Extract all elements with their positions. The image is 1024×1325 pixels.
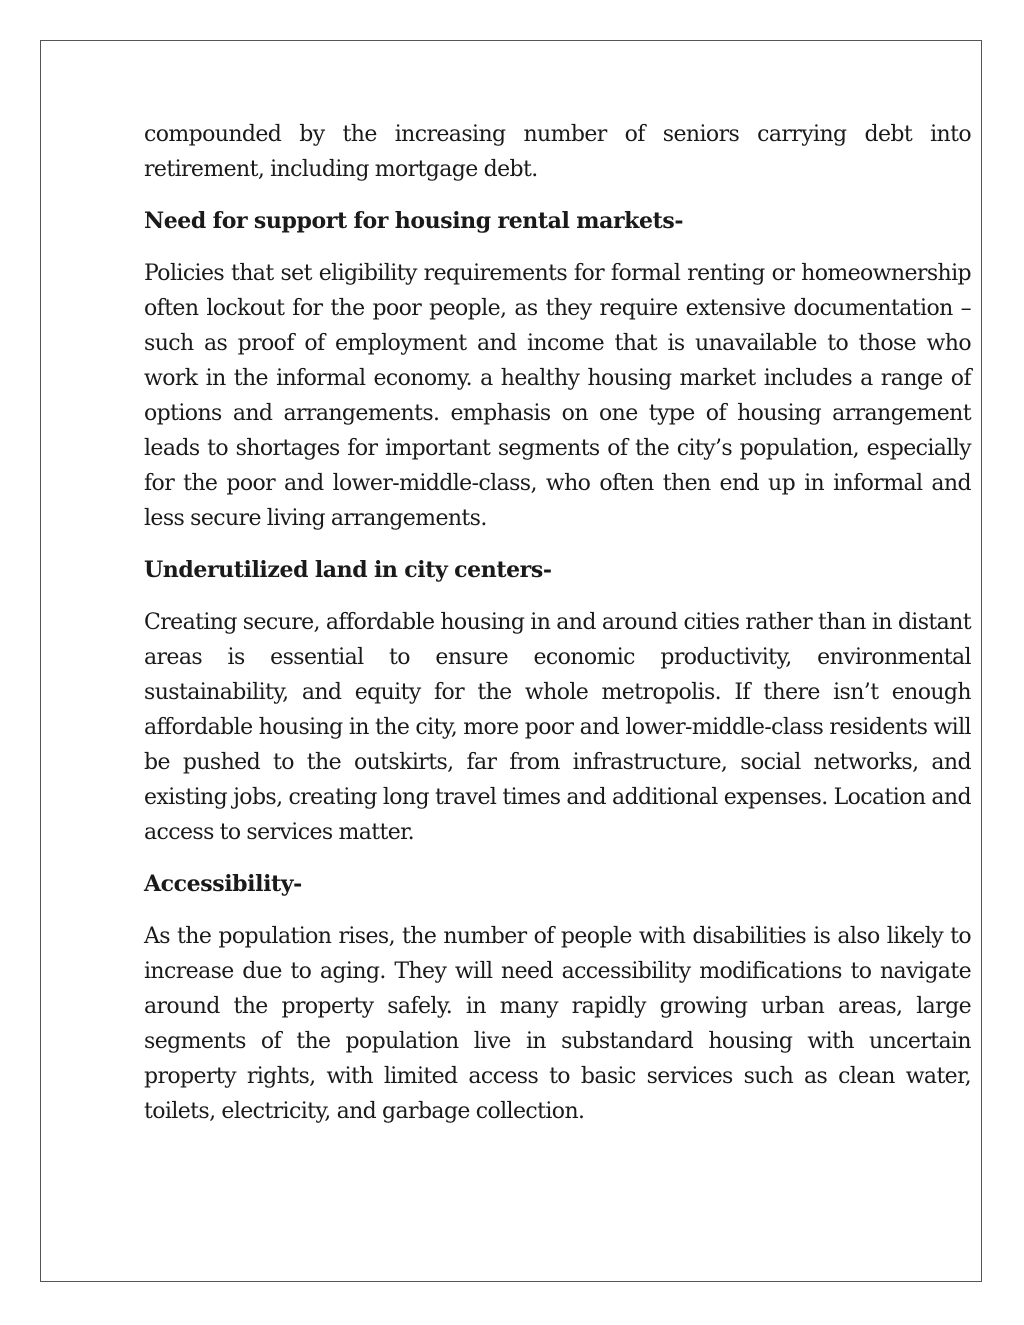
document-body xyxy=(144,117,971,1146)
paragraph-continuation: compounded by the increasing number of seniors carrying debt into retirement, including mortgage debt. xyxy=(144,122,971,182)
paragraph-rental-markets: Policies that set eligibility requirements for formal renting or homeownership often lockout for the poor people, as they require extensive documentation – such as proof of employment and income that is unavailable to those who work in the informal economy. a healthy housing market includes a range of options and arrangements. emphasis on one type of housing arrangement leads to shortages for important segments of the city’s population, especially for the poor and lower-middle-class, who often then end up in informal and less secure living arrangements. xyxy=(144,261,971,531)
paragraph-underutilized-land: Creating secure, affordable housing in and around cities rather than in distant areas is essential to ensure economic productivity, environmental sustainability, and equity for the whole metropolis. If there isn’t enough affordable housing in the city, more poor and lower-middle-class residents will be pushed to the outskirts, far from infrastructure, social networks, and existing jobs, creating long travel times and additional expenses. Location and access to services matter. xyxy=(144,610,971,845)
heading-rental-markets: Need for support for housing rental markets- xyxy=(144,208,684,234)
heading-accessibility: Accessibility- xyxy=(144,871,302,897)
heading-underutilized-land: Underutilized land in city centers- xyxy=(144,557,552,583)
paragraph-accessibility: As the population rises, the number of people with disabilities is also likely to increase due to aging. They will need accessibility modifications to navigate around the property safely. in many rapidly growing urban areas, large segments of the population live in substandard housing with uncertain property rights, with limited access to basic services such as clean water, toilets, electricity, and garbage collection. xyxy=(144,924,971,1124)
